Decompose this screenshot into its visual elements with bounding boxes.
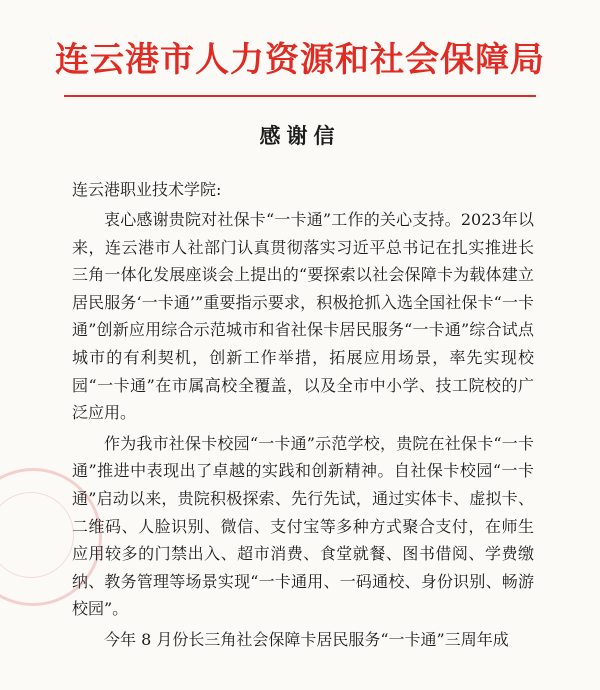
letter-body bbox=[72, 206, 534, 657]
salutation: 连云港职业技术学院: bbox=[72, 180, 222, 199]
red-divider bbox=[64, 95, 536, 97]
letterhead: 连云港市人力资源和社会保障局 bbox=[55, 40, 545, 80]
letter-title: 感谢信 bbox=[259, 123, 341, 148]
paragraph-2: 作为我市社保卡校园“一卡通”示范学校，贵院在社保卡“一卡通”推进中表现出了卓越的实践和创新精神。自社保卡校园“一卡通”启动以来，贵院积极探索、先行先试，通过实体卡、虚拟卡、二维码、人脸识别、微信、支付宝等多种方式聚合支付，在师生应用较多的门禁出入、超市消费、食堂就餐、图书借阅、学费缴纳、教务管理等场景实现“一卡通用、一码通校、身份识别、畅游校园”。 bbox=[72, 433, 534, 619]
paragraph-3: 今年 8 月份长三角社会保障卡居民服务“一卡通”三周年成 bbox=[104, 629, 509, 649]
paragraph-1: 衷心感谢贵院对社保卡“一卡通”工作的关心支持。2023年以来，连云港市人社部门认真贯彻落实习近平总书记在扎实推进长三角一体化发展座谈会上提出的“要探索以社会保障卡为载体建立居民服务‘一卡通’”重要指示要求，积极抢抓入选全国社保卡“一卡通”创新应用综合示范城市和省社保卡居民服务“一卡通”综合试点城市的有利契机，创新工作举措，拓展应用场景，率先实现校园“一卡通”在市属高校全覆盖，以及全市中小学、技工院校的广泛应用。 bbox=[72, 210, 534, 423]
